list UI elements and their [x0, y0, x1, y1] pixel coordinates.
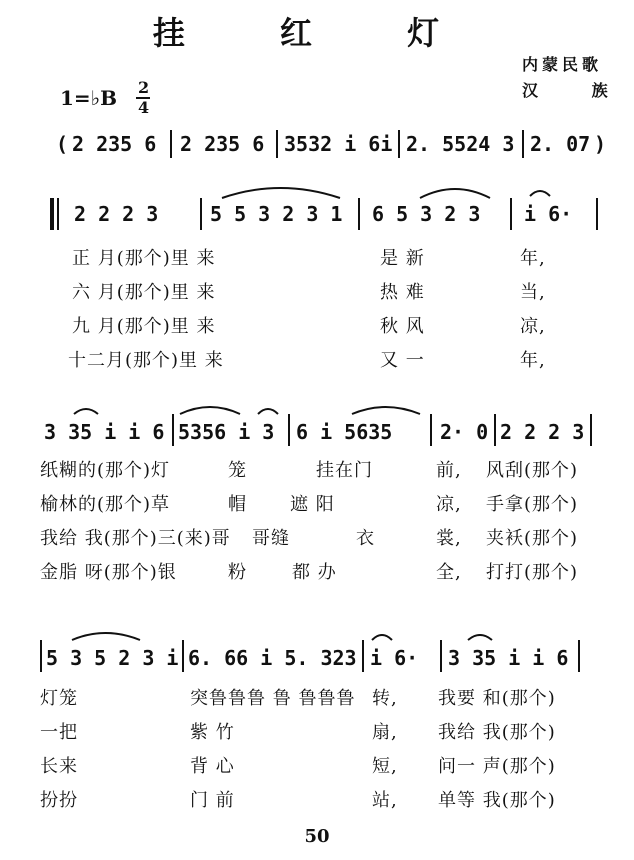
lyric-line: 打打(那个)	[486, 562, 579, 583]
lyric-line: 手拿(那个)	[486, 494, 579, 515]
system2-measure-5: 2 2 2 3	[500, 420, 585, 444]
system2-measure-2: 5356 i 3	[178, 420, 275, 444]
lyric-line: 扮扮	[40, 790, 78, 811]
lyric-line: 又 一	[380, 350, 425, 371]
lyric-line: 问一 声(那个)	[438, 756, 556, 777]
lyric-line: 榆林的(那个)草	[40, 494, 171, 515]
genre-label: 内蒙民歌	[522, 55, 603, 74]
system3-measure-4: 3 35 i i 6	[448, 646, 569, 670]
lyric-line: 六 月(那个)里 来	[72, 282, 216, 303]
system3-measure-2: 6. 66 i 5. 323	[188, 646, 357, 670]
song-title: 挂 红 灯	[152, 14, 482, 52]
lyric-line: 我给 我(那个)三(来)哥	[40, 528, 231, 549]
lyric-line: 秋 风	[380, 316, 425, 337]
lyric-line: 全,	[436, 562, 462, 583]
lyric-line: 遮 阳	[290, 494, 335, 515]
lyric-line: 纸糊的(那个)灯	[40, 460, 171, 481]
ethnicity-label: 汉 族	[522, 81, 632, 100]
lyric-line: 热 难	[380, 282, 425, 303]
intro-open-paren: (	[56, 132, 69, 156]
lyric-line: 前,	[436, 460, 462, 481]
lyric-line: 一把	[40, 722, 78, 743]
lyric-line: 年,	[520, 248, 546, 269]
system3-measure-3: i 6·	[370, 646, 419, 670]
lyric-line: 都 办	[292, 562, 337, 583]
lyric-line: 是 新	[380, 248, 425, 269]
lyric-line: 转,	[372, 688, 398, 709]
system1-measure-2: 5 5 3 2 3 1	[210, 202, 343, 226]
lyric-line: 粉	[228, 562, 247, 583]
system1-measure-1: 2 2 2 3	[74, 202, 159, 226]
lyric-line: 哥缝	[252, 528, 290, 549]
lyric-line: 突鲁鲁鲁 鲁 鲁鲁鲁	[190, 688, 356, 709]
intro-measure-4: 2. 5524 3	[406, 132, 515, 156]
lyric-line: 扇,	[372, 722, 398, 743]
system2-measure-4: 2· 0	[440, 420, 489, 444]
lyric-line: 年,	[520, 350, 546, 371]
system1-measure-4: i 6·	[524, 202, 573, 226]
lyric-line: 灯笼	[40, 688, 78, 709]
meter-bottom: 4	[138, 98, 150, 117]
intro-measure-2: 2 235 6	[180, 132, 265, 156]
lyric-line: 凉,	[436, 494, 462, 515]
lyric-line: 帽	[228, 494, 247, 515]
system1-measure-3: 6 5 3 2 3	[372, 202, 481, 226]
lyric-line: 紫 竹	[190, 722, 235, 743]
page-number: 50	[304, 826, 330, 847]
system2-measure-3: 6 i 5635	[296, 420, 393, 444]
key-signature: 1=♭B	[60, 86, 118, 110]
lyric-line: 我要 和(那个)	[438, 688, 556, 709]
intro-measure-5: 2. 07	[530, 132, 591, 156]
lyric-line: 短,	[372, 756, 398, 777]
intro-measure-1: 2 235 6	[72, 132, 157, 156]
lyric-line: 正 月(那个)里 来	[72, 248, 216, 269]
lyric-line: 长来	[40, 756, 78, 777]
lyric-line: 金脂 呀(那个)银	[40, 562, 177, 583]
lyric-line: 单等 我(那个)	[438, 790, 556, 811]
lyric-line: 笼	[228, 460, 247, 481]
system3-measure-1: 5 3 5 2 3 i	[46, 646, 179, 670]
lyric-line: 十二月(那个)里 来	[68, 350, 224, 371]
intro-measure-3: 3532 i 6i	[284, 132, 393, 156]
lyric-line: 门 前	[190, 790, 235, 811]
lyric-line: 风刮(那个)	[486, 460, 579, 481]
meter-top: 2	[138, 78, 150, 97]
lyric-line: 夹袄(那个)	[486, 528, 579, 549]
lyric-line: 当,	[520, 282, 546, 303]
lyric-line: 背 心	[190, 756, 235, 777]
lyric-line: 衣	[356, 528, 375, 549]
intro-close-paren: )	[594, 132, 607, 156]
lyric-line: 站,	[372, 790, 398, 811]
lyric-line: 裳,	[436, 528, 462, 549]
lyric-line: 我给 我(那个)	[438, 722, 556, 743]
system2-measure-1: 3 35 i i 6	[44, 420, 165, 444]
lyric-line: 九 月(那个)里 来	[72, 316, 216, 337]
lyric-line: 凉,	[520, 316, 546, 337]
lyric-line: 挂在门	[316, 460, 373, 481]
